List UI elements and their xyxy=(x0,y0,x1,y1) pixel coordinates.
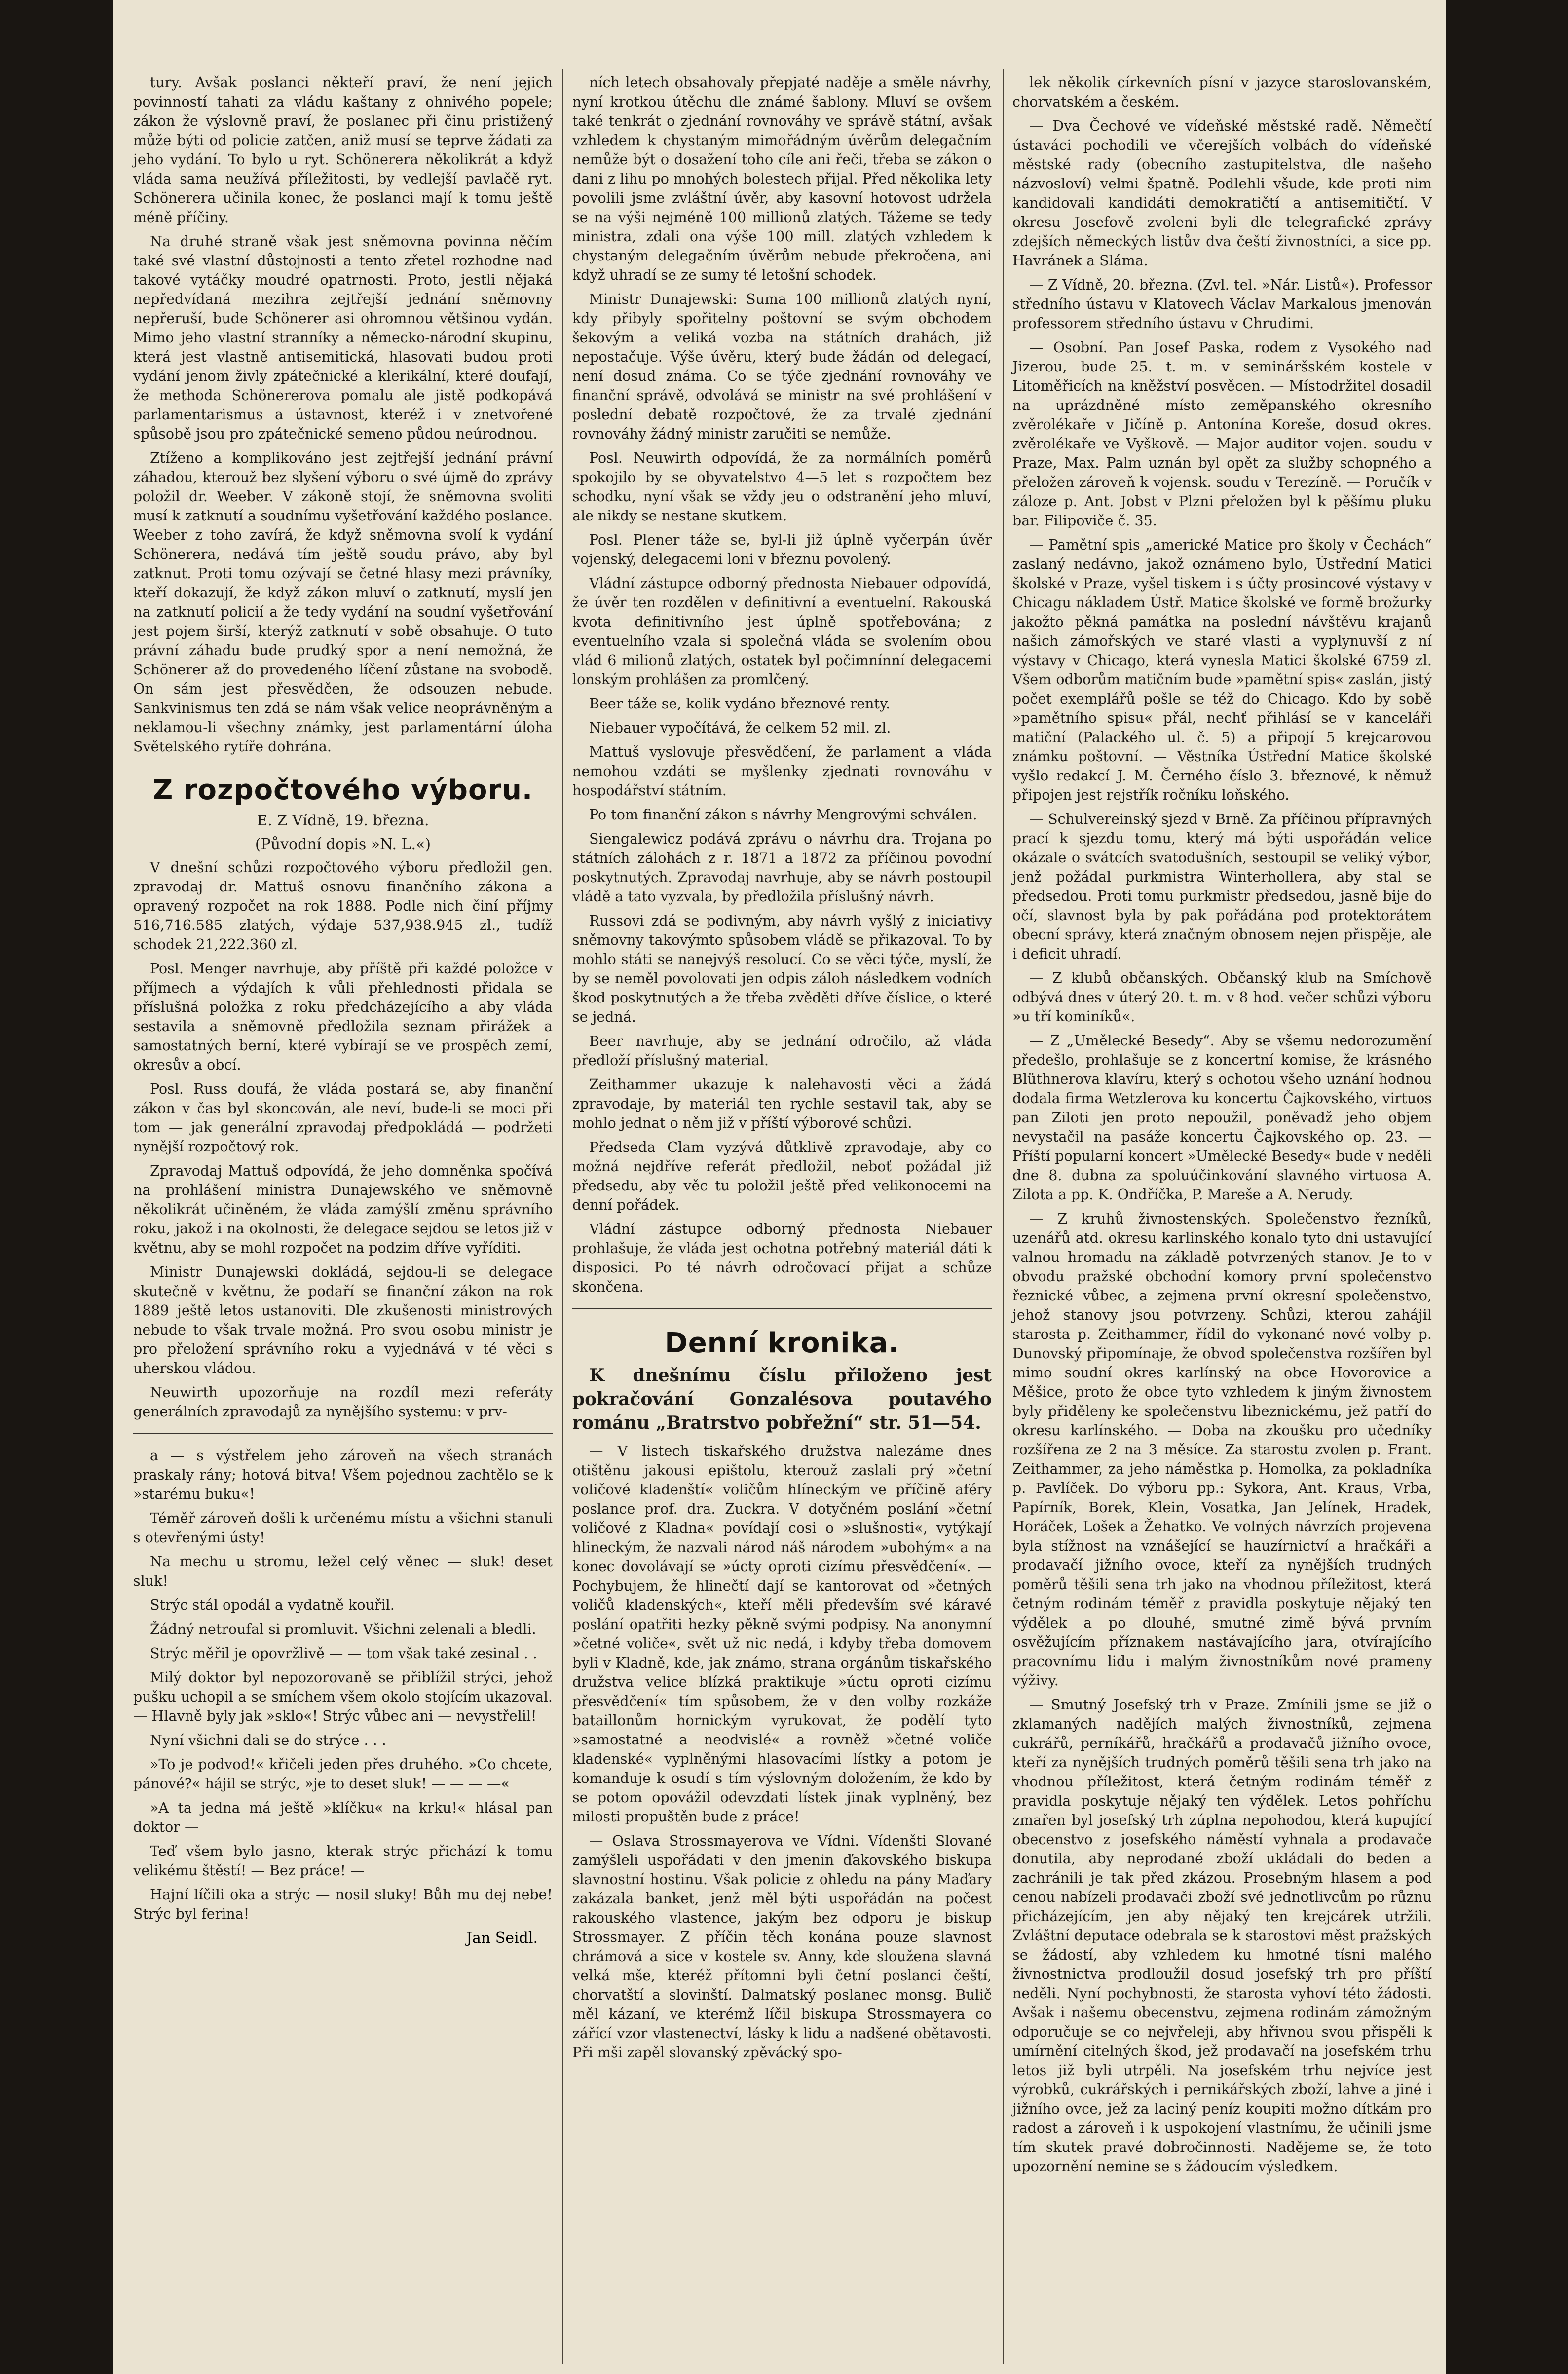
supplement-notice: K dnešnímu číslu přiloženo jest pokračování Gonzalésova poutavého románu „Bratrstvo pobřežní“ str. 51—54. xyxy=(572,1365,992,1433)
column-1 xyxy=(133,73,553,1948)
article-paragraph: Posl. Plener táže se, byl-li již úplně vyčerpán úvěr vojenský, delegacemi loni v březnu povolený. xyxy=(572,532,992,567)
article-paragraph: Po tom finanční zákon s návrhy Mengrovými schválen. xyxy=(589,807,977,823)
chronicle-item: — Schulvereinský sjezd v Brně. Za příčinou přípravných prací k sjezdu tomu, který má býti uspořádán velice okázale o svátcích svatodušních, sestoupil se veliký výbor, jenž požádal purkmistra Winterhollera, aby stal se předsedou. Proti tomu purkmistr předsedou, jasně bije do očí, slavnost byla by pak pořádána pod protektorátem obecní správy, která značným obnosem nejen přispěje, ale i deficit uhradí. xyxy=(1012,811,1432,962)
article-paragraph: Ztíženo a komplikováno jest zejtřejší jednání právní záhadou, kterouž bez slyšení výboru o své újmě do zprávy položil dr. Weeber. V zákoně stojí, že sněmovna svoliti musí k zatknutí a soudnímu vyšetřování každého poslance. Weeber z toho zavírá, že když sněmovna svolí k vydání Schönerera, nedává tím ještě soudu právo, aby byl zatknut. Proti tomu ozývají se četné hlasy mezi právníky, kteří dokazují, že když zákon mluví o zatknutí, myslí jen na zatknutí policií a že tedy vydání na soudní vyšetřování jest pojem širší, kterýž zatknutí v sobě obsahuje. O tuto právní záhadu bude prudký spor a není nemožná, že Schönerer až do provedeného líčení zůstane na svobodě. On sám jest přesvědčen, že odsouzen nebude. Sankvinismus ten zdá se nám však velice neoprávněným a neklamou-li všechny známky, jest parlamentární úloha Světelského rytíře dohrána. xyxy=(133,450,553,755)
schonerer-article xyxy=(133,73,553,756)
story-paragraph: »To je podvod!« křičeli jeden přes druhého. »Co chcete, pánové?« hájil se strýc, »je to deset sluk! — — — —« xyxy=(133,1756,553,1792)
article-paragraph: Zpravodaj Mattuš odpovídá, že jeho domněnka spočívá na prohlášení ministra Dunajewského ve sněmovně několikrát učiněném, že vláda zamýšlí změnu správního roku, jakož i na okolnosti, že delegace sejdou se letos již v květnu, aby se mohl rozpočet na podzim dříve vyříditi. xyxy=(133,1163,553,1256)
newspaper-page xyxy=(113,0,1446,2374)
column-rule xyxy=(1003,69,1004,2364)
chronicle-item: — Osobní. Pan Josef Paska, rodem z Vysokého nad Jizerou, bude 25. t. m. v semináršském kostele v Litoměřicích na kněžství posvěcen. — Místodržitel dosadil na uprázdněné místo zeměpanského okresního zvěrolékaře v Jičíně p. Antonína Koreše, dosud okres. zvěrolékaře ve Vyškově. — Major auditor vojen. soudu v Praze, Max. Palm uznán byl opět za služby schopného a přeložen zároveň k vojensk. soudu v Terezíně. — Poručík v záloze p. Ant. Jobst v Plzni přeložen byl k pěšímu pluku bar. Filipoviče č. 35. xyxy=(1012,339,1432,529)
article-paragraph: tury. Avšak poslanci někteří praví, že není jejich povinností tahati za vládu kaštany z ohnivého popele; zákon že výslovně praví, že poslanec při činu pristižený může býti od policie zatčen, aniž musí se teprve žádati za jeho vydání. To bylo u ryt. Schönerera několikrát a když vláda sama neužívá příležitosti, by vedlejší pavlačě ryt. Schönerera učinila konec, že poslanci mají k tomu ještě méně příčiny. xyxy=(133,74,553,225)
article-paragraph: Zeithammer ukazuje k nalehavosti věci a žádá zpravodaje, by materiál ten rychle sestavil tak, aby se mohlo jednat o něm již v příští výborové schůzi. xyxy=(572,1076,992,1131)
story-paragraph: Na mechu u stromu, ležel celý věnec — sluk! deset sluk! xyxy=(133,1554,553,1589)
author-signature: Jan Seidl. xyxy=(466,1929,538,1947)
article-paragraph: Vládní zástupce odborný přednosta Niebauer prohlašuje, že vláda jest ochotna potřebný materiál dáti k disposici. Po té návrh odročovací přijat a schůze skončena. xyxy=(572,1221,992,1295)
article-paragraph: Niebauer vypočítává, že celkem 52 mil. zl. xyxy=(589,720,891,736)
article-paragraph: Předseda Clam vyzývá důtklivě zpravodaje, aby co možná nejdříve referát předložil, neboť požádal již předsedu, aby věc tu položil ještě před velikonocemi na denní pořádek. xyxy=(572,1139,992,1213)
article-paragraph: Ministr Dunajewski dokládá, sejdou-li se delegace skutečně v květnu, že podaří se finanční zákon na rok 1889 ještě letos ustanoviti. Dle zkušenosti ministrových nebude to však trvale možná. Pro svou osobu ministr je pro přeložení správního roku a vyjednává v té věci s uherskou vládou. xyxy=(133,1264,553,1376)
article-paragraph: Beer navrhuje, aby se jednání odročilo, až vláda předloží příslušný material. xyxy=(572,1033,992,1069)
chronicle-item: lek několik církevních písní v jazyce staroslovanském, chorvatském a českém. xyxy=(1012,74,1432,110)
article-paragraph: Na druhé straně však jest sněmovna povinna něčím také své vlastní důstojnosti a tento zřetel rozhodne nad takové vytáčky moudré opatrnosti. Proto, jestli nějaká nepředvídaná mezihra zejtřejší jednání sněmovny nepřeruší, bude Schönerer asi ohromnou většinou vydán. Mimo jeho vlastní stranníky a německo-národní skupinu, která jest vlastně antisemitická, hlasovati budou proti vydání jenom živly zpátečnické a klerikální, které doufají, že methoda Schönererova pomalu ale jistě podkopává parlamentarismus a ústavnost, kteréž i v znetvořené spůsobě jsou pro zpátečnické semeno půdou neúrodnou. xyxy=(133,233,553,442)
chronicle-item: — Oslava Strossmayerova ve Vídni. Vídenšti Slované zamýšleli uspořádati v den jmenin ďakovského biskupa slavnostní hostinu. Však policie z ohledu na pány Maďary zakázala banket, jenž měl býti uspořádán na počest rakouského vlastence, jakým bez odporu je biskup Strossmayer. Z příčin těch konána pouze slavnost chrámová a sice v kostele sv. Anny, kde sloužena slavná velká mše, kteréž přítomni byli četní poslanci čeští, chorvatští a slovinští. Dalmatský poslanec monsg. Bulič měl kázaní, ve kterémž líčil biskupa Strossmayera co zářící vzor vlastenectví, lásky k lidu a nadšené obětavosti. Při mši zapěl slovanský zpěvácký spo- xyxy=(572,1833,992,2061)
story-paragraph: Strýc měřil je opovržlivě — — tom však také zesinal . . xyxy=(150,1645,537,1662)
story-paragraph: Milý doktor byl nepozorovaně se přiblížil strýci, jehož pušku uchopil a se smíchem všem okolo stojícím ukazoval. — Hlavně byly jak »sklo«! Strýc vůbec ani — nevystřelil! xyxy=(133,1669,553,1724)
story-paragraph: »A ta jedna má ještě »klíčku« na krku!« hlásal pan doktor — xyxy=(133,1800,553,1835)
article-paragraph: Siengalewicz podává zprávu o návrhu dra. Trojana po státních zálohách z r. 1871 a 1872 za příčinou povodní poskytnutých. Zpravodaj navrhuje, aby se návrh postoupil vládě a tato vyzvala, by předložila příslušný návrh. xyxy=(572,831,992,905)
section-divider xyxy=(133,1433,553,1434)
daily-chronicle xyxy=(572,1442,992,2062)
column-3 xyxy=(1012,73,1432,2181)
column-rule xyxy=(562,69,563,2364)
story-paragraph: Nyní všichni dali se do strýce . . . xyxy=(150,1732,386,1748)
chronicle-item: — Z Vídně, 20. března. (Zvl. tel. »Nár. Listů«). Professor středního ústavu v Klatovech Václav Markalous jmenován professorem středního ústavu v Chrudimi. xyxy=(1012,277,1432,332)
source-note: (Původní dopis »N. L.«) xyxy=(255,836,431,853)
section-divider xyxy=(572,1308,992,1309)
budget-article xyxy=(133,858,553,1421)
chronicle-item: — Z kruhů živnostenských. Společenstvo řezníků, uzenářů atd. okresu karlinského konalo tyto dni ustavující valnou hromadu na základě potvrzených stanov. Je to v obvodu pražské obchodní komory první společenstvo řeznické vůbec, a zejmena první okresní společenstvo, jehož stanovy jsou potvrzeny. Schůzi, kterou zahájil starosta p. Zeithammer, řídil do vykonané nové volby p. Dunovský připomínaje, že obvod společenstva rozšířen byl mimo soudní okres karlínský na obce Hovorovice a Měšice, proto že obce tyto vzhledem k jiným živnostem byly přiděleny ke společenstvu libeznickému, jež patří do okresu karlínského. — Doba na zkoušku pro učedníky rozšířena ze 2 na 3 měsíce. Za starostu zvolen p. Frant. Zeithammer, za jeho náměstka p. Homolka, za pokladníka p. Pavlíček. Do výboru pp.: Sykora, Ant. Kraus, Vrba, Papírník, Borek, Klein, Vosatka, Jan Jelínek, Hradek, Horáček, Lošek a Žehatko. Ve volných návrzích projevena byla stížnost na vznášející se hauzírnictví a hračkáři a prodavačí jižního ovoce, kteří za nynějších trudných poměrů těšili sena trh jako na vhodnou příležitost, která četným rodinám téměř z pravidla poskytuje nějaký ten výdělek a po dlouhé, smutné zimě bývá prvním osvěžujícím příznakem nastávajícího jara, otvírajícího pracovnímu lidu i malým živnostníkům nové prameny výživy. xyxy=(1012,1211,1432,1689)
article-paragraph: Ministr Dunajewski: Suma 100 millionů zlatých nyní, kdy přibyly spořitelny poštovní se svým obchodem šekovým a veliká vozba na státních drahách, již nepostačuje. Výše úvěru, který bude žádán od delegací, není dosud známa. Co se týče zjednání rovnováhy ve finanční správě, odvolává se ministr na své prohlášení v poslední debatě rozpočtové, že za trvalé zjednání rovnováhy žádný ministr zaručiti se nemůže. xyxy=(572,291,992,442)
article-paragraph: Posl. Russ doufá, že vláda postará se, aby finanční zákon v čas byl skoncován, ale neví, bude-li se moci při tom — jak generální zpravodaj předpokládá — podržeti nynější rozpočtový rok. xyxy=(133,1081,553,1155)
article-paragraph: ních letech obsahovaly přepjaté naděje a směle návrhy, nyní krotkou útěchu dle známé šablony. Mluví se ovšem také tenkrát o zjednání rovnováhy ve správě státní, avšak vzhledem k chystaným mimořádným úvěrům delegačním nemůže být o dosažení toho cíle ani řeči, třeba se zákon o dani z lihu po mnohých bolestech přijal. Před několika lety povolili jsme zvláštní úvěr, aby kasovní hotovost udržela se na výši nejméně 100 millionů zlatých. Tážeme se tedy ministra, zdali ona výše 100 mill. zlatých vzhledem k chystaným delegačním úvěrům nebude překročena, ani když uhradí se ze sumy té letošní schodek. xyxy=(572,74,992,283)
chronicle-item: — Smutný Josefský trh v Praze. Zmínili jsme se již o zklamaných nadějích malých živnostníků, zejmena cukrářů, perníkářů, hračkářů a prodavačů jižního ovoce, kteří za nynějších trudných poměrů těšili sena trh jako na vhodnou příležitost, která četným rodinám téměř z pravidla poskytuje nějaký ten výdělek. Letos pohříchu zmařen byl josefský trh zúplna nepohodou, která kupující obecenstvo z josefského náměstí vyhnala a prodavače donutila, aby neprodané zboží ukládali do beden a zachránili je tak před zkázou. Prosebným hlasem a pod cenou nabízeli prodavači zboží své jednotlivcům po různu přicházejícím, jen aby nějaký ten krejcárek utržili. Zvláštní deputace odebrala se k starostovi měst pražských se žádostí, aby vzhledem ku hmotné tísni malého živnostnictva prodloužil dosud josefský trh pro příští neděli. Nyní pochybnosti, že starosta vyhoví této žádosti. Avšak i našemu obecenstvu, zejmena rodinám zámožným odporučuje se co nejvřeleji, aby hřivnou svou přispěli k umírnění citelných škod, jež prodavačí na josefském trhu letos již byli utrpěli. Na josefském trhu nejvíce jest výrobků, cukrářských i pernikářských zboží, lahve a jiné i jižního ovce, jež za laciný peníz koupiti možno dítkám pro radost a zároveň i k uspokojení vlastnímu, že učinili jsme tím skutek pravé dobročinnosti. Nadějeme se, že toto upozornění nemine se s žádoucím výsledkem. xyxy=(1012,1697,1432,2175)
chronicle-item: — Dva Čechové ve vídeňské městské radě. Němečtí ústaváci pochodili ve včerejších volbách do vídeňské městské rady (obecního zastupitelstva, dle našeho názvosloví) velmi špatně. Podlehli všude, kde proti nim kandidovali kandidáti demokratičtí a antisemitičtí. V okresu Josefově zvoleni byli dle telegrafické zprávy zdejších německých listův dva čeští živnostníci, a sice pp. Havránek a Sláma. xyxy=(1012,118,1432,269)
story-paragraph: a — s výstřelem jeho zároveň na všech stranách praskaly rány; hotová bitva! Všem pojednou zachtělo se k »starému buku«! xyxy=(133,1447,553,1502)
chronicle-item: — V listech tiskařského družstva nalezáme dnes otištěnu jakousi epištolu, kterouž zaslali prý »četní voličové kladenští« voličům hlíneckým ve příčině aféry poslance prof. dra. Zuckra. V dotyčném poslání »četní voličové z Kladna« povídají cosi o »slušnosti«, vytýkají hlineckým, že nazvali národ náš národem »ubohým« a na konec dovolávají se »úcty oproti cizímu přesvědčení«. — Pochybujem, že hlinečtí dají se kantorovat od »četných voličů kladenských«, kteří měli především své káravé poslání opatřiti hezky pěkně svými podpisy. Na anonymní »četné voliče«, svět už nic nedá, i kdyby třeba domovem byli v Kladně, kde, jak známo, strana orgánům tiskařského družstva velice blízká praktikuje »úctu oproti cizímu přesvědčení« tím spůsobem, že v den volby rozkáže bataillonům hornickým vyrukovat, že podělí tyto »samostatné a neodvislé« a rovněž »četné voliče kladenské« vyplněnými hlasovacími lístky a potom je komanduje k osudí s tím výslovným doložením, že kdo by se potom opovážil odevzdati lístek jinak vyplněný, bez milosti propuštěn bude z práce! xyxy=(572,1443,992,1825)
chronicle-item: — Z klubů občanských. Občanský klub na Smíchově odbývá dnes v úterý 20. t. m. v 8 hod. večer schůzi výboru »u tří kominíků«. xyxy=(1012,970,1432,1025)
article-paragraph: Russovi zdá se podivným, aby návrh vyšlý z iniciativy sněmovny takovýmto spůsobem vládě se přikazoval. To by mohlo státi se nanejvýš resolucí. Co se věci týče, myslí, že by se neměl povolovati jen odpis záloh následkem vodních škod poskytnutých a že třeba zvěděti dříve číslice, o které se jedná. xyxy=(572,913,992,1025)
article-paragraph: Neuwirth upozorňuje na rozdíl mezi referáty generálních zpravodajů za nynějšího systemu: v prv- xyxy=(133,1384,553,1420)
article-paragraph: Mattuš vyslovuje přesvědčení, že parlament a vláda nemohou vzdáti se myšlenky zjednati rovnováhu v hospodářství státním. xyxy=(572,744,992,799)
dateline: E. Z Vídně, 19. března. xyxy=(257,812,429,829)
story-paragraph: Teď všem bylo jasno, kterak strýc přichází k tomu velikému štěstí! — Bez práce! — xyxy=(133,1843,553,1879)
story-paragraph: Téměř zároveň došli k určenému místu a všichni stanuli s otevřenými ústy! xyxy=(133,1510,553,1546)
feuilleton-story xyxy=(133,1446,553,1924)
article-paragraph: V dnešní schůzi rozpočtového výboru předložil gen. zpravodaj dr. Mattuš osnovu finančního zákona a opravený rozpočet na rok 1888. Podle nich činí příjmy 516,716.585 zlatých, výdaje 537,938.945 zl., tudíž schodek 21,222.360 zl. xyxy=(133,859,553,953)
column-2 xyxy=(572,73,992,2067)
chronicle-item: — Pamětní spis „americké Matice pro školy v Čechách“ zaslaný nedávno, jakož oznámeno bylo, Ústřední Matici školské v Praze, vyšel tiskem i s účty prosincové výstavy v Chicagu nákladem Ústř. Matice školské ve formě brožurky jakožto pěkná památka na poslední návštěvu krajanů našich zámořských ve staré vlasti a vyplynuvší z ní výstavy v Chicago, která vynesla Matici školské 6759 zl. Všem odborům matičním bude »pamětní spis« zaslán, jistý počet exemplářů pošle se též do Chicago. Kdo by sobě »pamětního spisu« přál, nechť přihlásí se v kanceláři matiční (Palackého ul. č. 5) a připojí 5 krejcarovou známku poštovní. — Věstníka Ústřední Matice školské vyšlo redakcí J. M. Černého číslo 3. březnové, k němuž připojen jest rejstřík ročníku loňského. xyxy=(1012,537,1432,803)
story-paragraph: Žádný netroufal si promluvit. Všichni zelenali a bledli. xyxy=(150,1621,536,1637)
story-paragraph: Strýc stál opodál a vydatně kouřil. xyxy=(150,1597,395,1613)
article-paragraph: Beer táže se, kolik vydáno březnové renty. xyxy=(589,696,891,712)
article-paragraph: Posl. Neuwirth odpovídá, že za normálních poměrů spokojilo by se obyvatelstvo 4—5 let s rozpočtem bez schodku, nyní však se vždy jeu o odstranění jeho mluví, ale nikdy se nestane skutkem. xyxy=(572,450,992,524)
story-paragraph: Hajní líčili oka a strýc — nosil sluky! Bůh mu dej nebe! Strýc byl ferina! xyxy=(133,1887,553,1922)
section-heading: Denní kronika. xyxy=(665,1327,899,1359)
article-paragraph: Vládní zástupce odborný přednosta Niebauer odpovídá, že úvěr ten rozdělen v definitivní a eventuelní. Rakouská kvota definitivního jest úplně spotřebována; z eventuelního vzala si společná vláda se svolením obou vlád 6 milionů zlatých, ostatek byl počimnínní delegacemi lonským prohlášen za promlčený. xyxy=(572,575,992,688)
section-heading: Z rozpočtového výboru. xyxy=(152,774,533,806)
budget-article-continued xyxy=(572,73,992,1297)
article-paragraph: Posl. Menger navrhuje, aby příště při každé položce v příjmech a výdajích k vůli přehlednosti přidala se příslušná položka z roku předcházejícího a aby vláda sestavila a sněmovně předložila seznam přirážek a samostatných berní, které vybírají se ve prospěch zemí, okresův a obcí. xyxy=(133,961,553,1073)
chronicle-item: — Z „Umělecké Besedy“. Aby se všemu nedorozumění předešlo, prohlašuje se z koncertní komise, že krásného Blüthnerova klavíru, který s ochotou všeho uznání hodnou dodala firma Wetzlerova ku koncertu Čajkovského, virtuos pan Ziloti jen proto nepoužil, poněvadž jeho objem nevystačil na pasáže koncertu Čajkovského op. 23. — Příští popularní koncert »Umělecké Besedy« bude v neděli dne 8. dubna za spoluúčinkování slavného virtuosa A. Zilota a pp. K. Ondříčka, P. Mareše a A. Nerudy. xyxy=(1012,1033,1432,1203)
